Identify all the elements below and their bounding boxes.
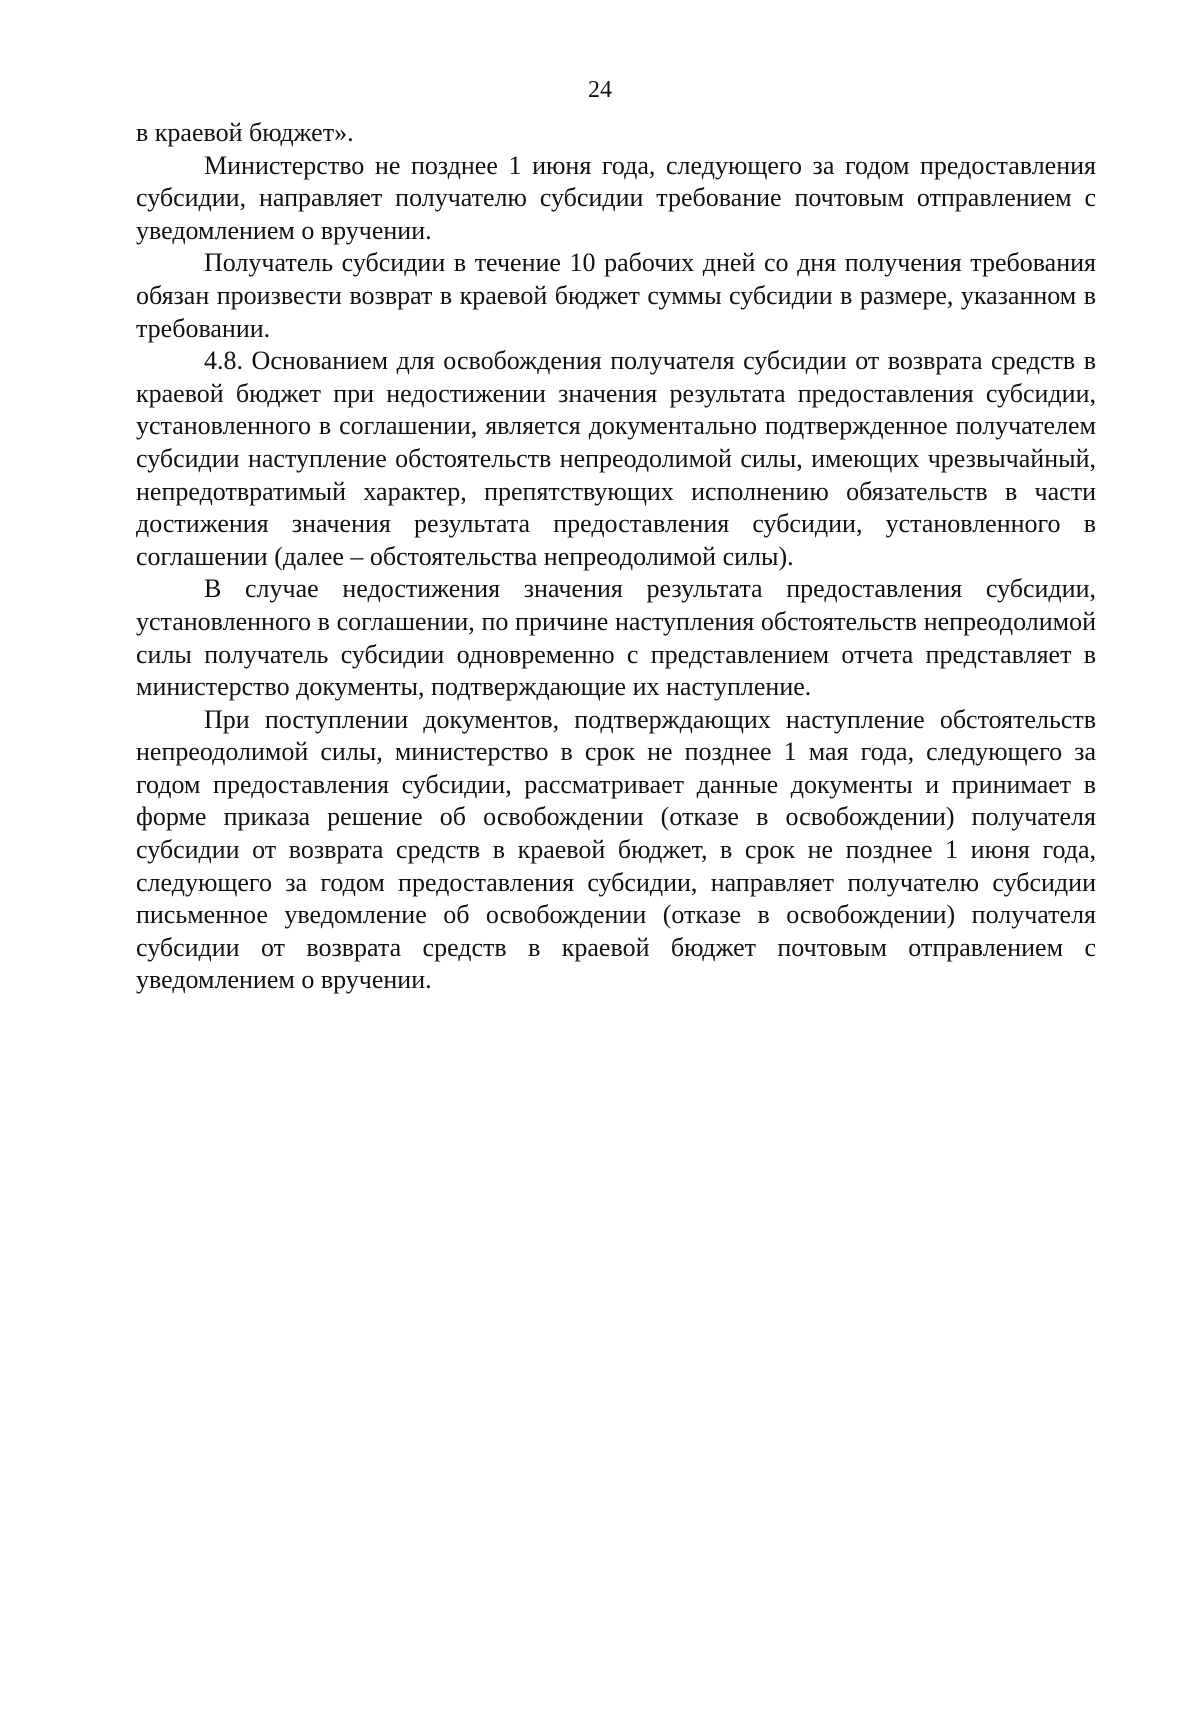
paragraph-recipient-refund: Получатель субсидии в течение 10 рабочих дней со дня получения требования обязан произвести возврат в краевой бюджет суммы субсидии в размере, указанном в требовании. (136, 248, 1096, 343)
paragraph-clause-4-8: 4.8. Основанием для освобождения получателя субсидии от возврата средств в краевой бюджет при недостижении значения результата предоставления субсидии, установленного в соглашении, является документально подтвержденное получателем субсидии наступление обстоятельств непреодолимой силы, имеющих чрезвычайный, непредотвратимый характер, препятствующих исполнению обязательств в части достижения значения результата предоставления субсидии, установленного в соглашении (далее – обстоятельства непреодолимой силы). (136, 346, 1096, 571)
paragraph-continuation: в краевой бюджет». (136, 118, 354, 147)
paragraph-force-majeure-documents: В случае недостижения значения результата предоставления субсидии, установленного в соглашении, по причине наступления обстоятельств непреодолимой силы получатель субсидии одновременно с представлением отчета представляет в министерство документы, подтверждающие их наступление. (136, 574, 1096, 702)
page-number: 24 (588, 77, 612, 103)
paragraph-ministry-demand: Министерство не позднее 1 июня года, следующего за годом предоставления субсидии, направляет получателю субсидии требование почтовым отправлением с уведомлением о вручении. (136, 150, 1096, 245)
paragraph-ministry-decision: При поступлении документов, подтверждающих наступление обстоятельств непреодолимой силы, министерство в срок не позднее 1 мая года, следующего за годом предоставления субсидии, рассматривает данные документы и принимает в форме приказа решение об освобождении (отказе в освобождении) получателя субсидии от возврата средств в краевой бюджет, в срок не позднее 1 июня года, следующего за годом предоставления субсидии, направляет получателю субсидии письменное уведомление об освобождении (отказе в освобождении) получателя субсидии от возврата средств в краевой бюджет почтовым отправлением с уведомлением о вручении. (136, 704, 1096, 995)
document-body (136, 117, 1096, 997)
